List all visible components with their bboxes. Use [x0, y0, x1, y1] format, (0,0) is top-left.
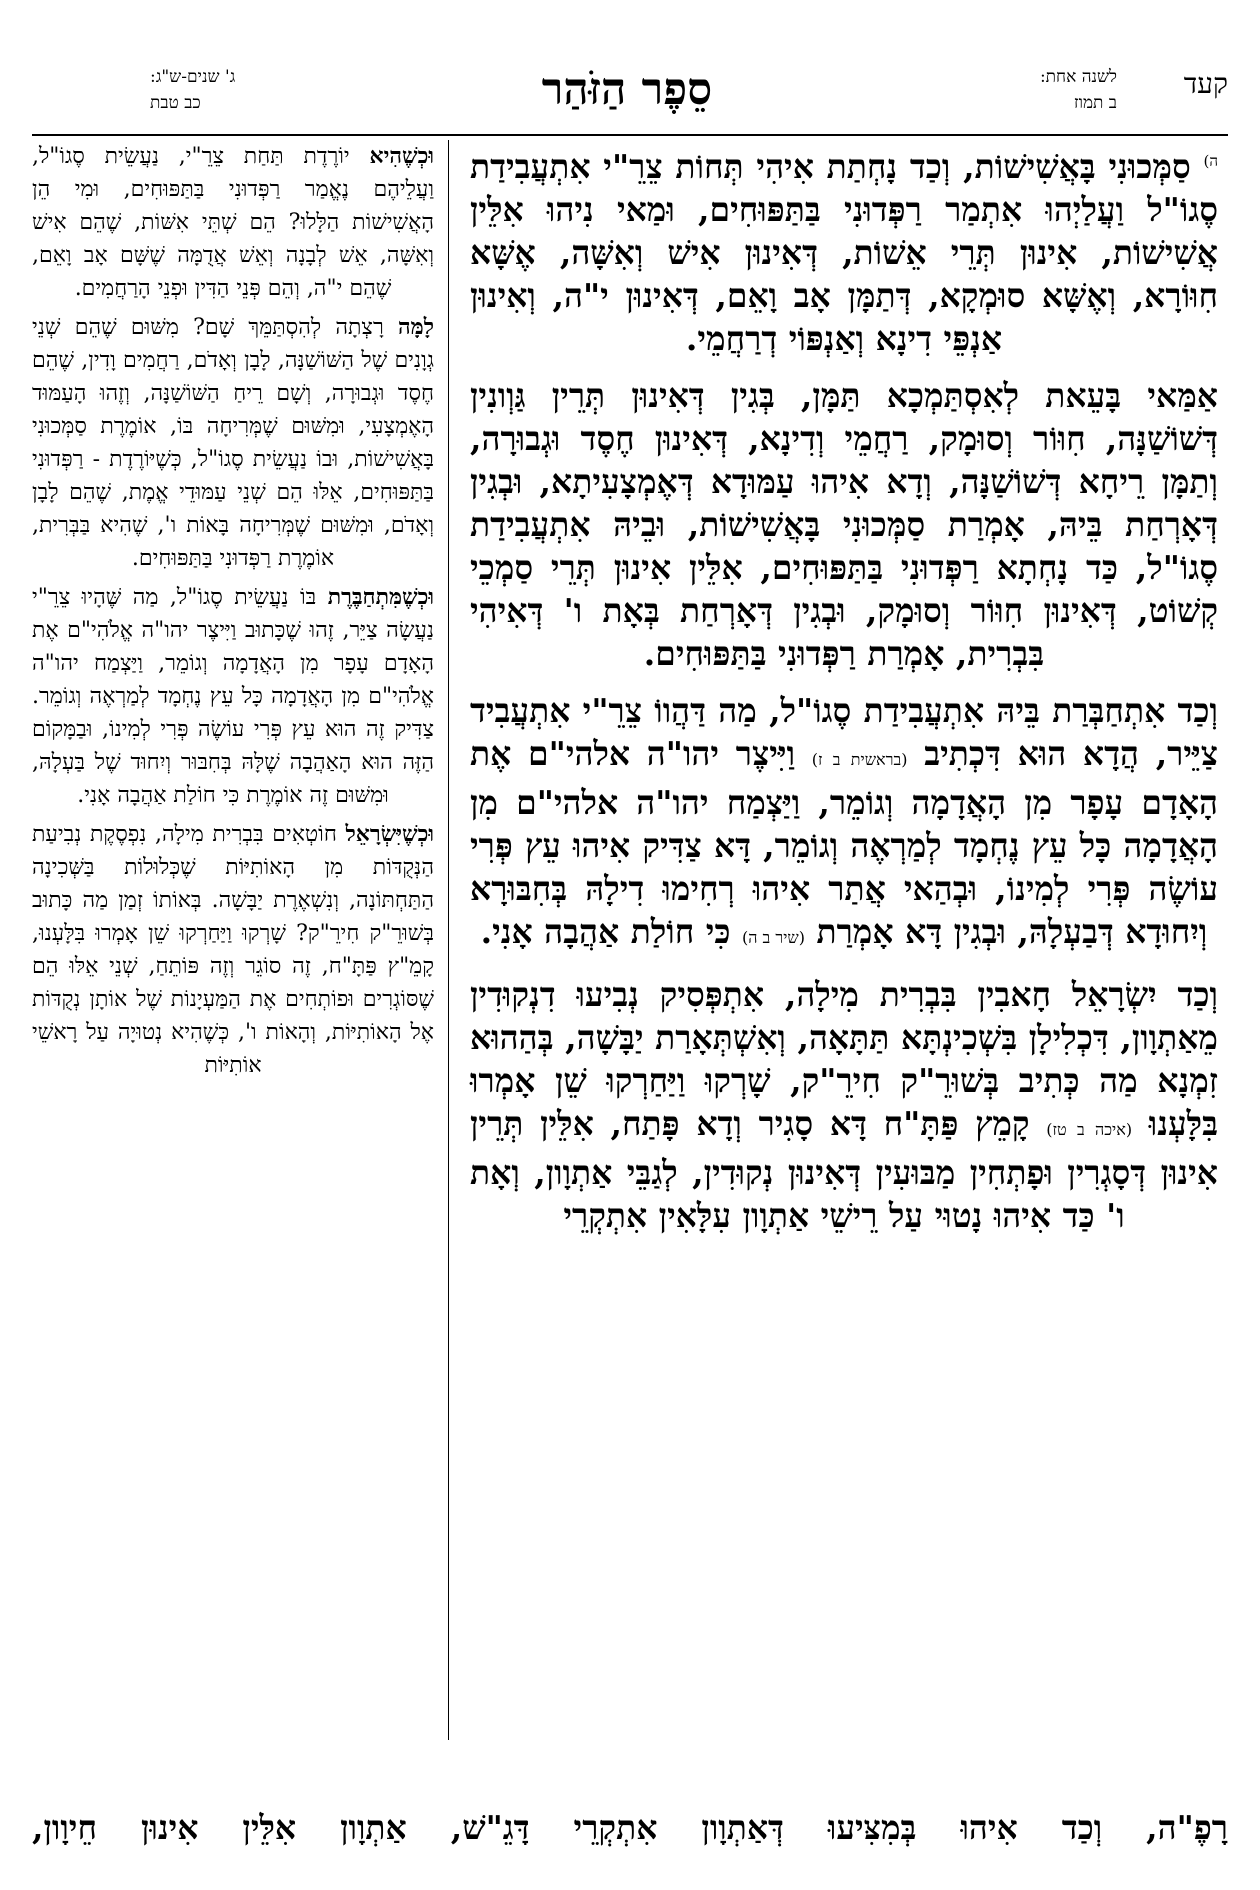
main-column — [470, 140, 1218, 1251]
side-paragraph-3 — [32, 581, 434, 812]
book-title: סֵפֶר הַזֹּהַר — [541, 64, 713, 115]
paragraph-text: בָּעֵאת לְאִסְתַּמְכָא תַּמָּן, בְּגִין דְּאִינוּן תְּרֵין גַּוְונִין דְּשׁוֹשַׁנָּה, חִוּוֹר וְסוּמָק, רַחֲמֵי וְדִינָא, דְּאִינוּן חֶסֶד וּגְבוּרָה, וְתַמָּן רֵיחָא דְּשׁוֹשַׁנָּה, וְדָא אִיהוּ עַמּוּדָא דְּאֶמְצָעִיתָא, וּבְגִין דְּאָרְחַת בֵּיהּ, אָמְרַת סַמְּכוּנִי בָּאֲשִׁישׁוֹת, וּבֵיהּ אִתְעֲבִידַת סֶגוֹ"ל, כַּד נָחְתָא רַפְּדוּנִי בַּתַּפּוּחִים, אִלֵּין אִינוּן תְּרֵי סַמְכֵי קְשׁוֹט, דְּאִינוּן חִוּוֹר וְסוּמָק, וּבְגִין דְּאָרְחַת בְּאָת ו' דְּאִיהִי בִּבְרִית, אָמְרַת רַפְּדוּנִי בַּתַּפּוּחִים. — [470, 376, 1218, 673]
translation-column — [32, 140, 434, 1088]
header-right-line1: לשנה אחת: — [1039, 67, 1117, 87]
side-paragraph-4 — [32, 818, 434, 1082]
main-paragraph-2 — [470, 374, 1218, 675]
paragraph-text: בּוֹ נַעֲשֵׂית סֶגוֹ"ל, מַה שֶּׁהָיוּ צֵרֵ"י נַעֲשָׂה צַיֵּר, זֶהוּ שֶׁכָּתוּב וַיִּיצֶר יהו"ה אֱלֹהִי"ם אֶת הָאָדָם עָפָר מִן הָאֲדָמָה וְגוֹמֵר, וַיַּצְמַח יהו"ה אֱלֹהִי"ם מִן הָאֲדָמָה כָּל עֵץ נֶחְמָד לְמַרְאֶה וְגוֹמֵר. צַדִּיק זֶה הוּא עֵץ פְּרִי עוֹשֶׂה פְּרִי לְמִינוֹ, וּבַמָּקוֹם הַזֶּה הוּא הָאַהֲבָה שֶׁלָּהּ בְּחִבּוּר וְיִחוּד שֶׁל בַּעְלָהּ, וּמִשּׁוּם זֶה אוֹמֶרֶת כִּי חוֹלַת אַהֲבָה אָנִי. — [32, 585, 434, 808]
scripture-reference: (שיר ב ה) — [742, 928, 805, 947]
header-rule — [32, 134, 1228, 136]
scripture-reference: (בראשית ב ז) — [811, 750, 908, 769]
header-left-line1: ג' שנים-ש"ג: — [150, 67, 236, 87]
paragraph-text: סַמְּכוּנִי בָּאֲשִׁישׁוֹת, וְכַד נָחְתַת אִיהִי תְּחוֹת צֵרֵ"י אִתְעֲבִידַת סֶגוֹ"ל וַעֲלַיְהוּ אִתְמַר רַפְּדוּנִי בַּתַּפּוּחִים, וּמַאי נִיהוּ אִלֵּין אֲשִׁישׁוֹת, אִינוּן תְּרֵי אֵשׁוֹת, דְּאִינוּן אִישׁ וְאִשָּׁה, אֶשָּׁא חִוּוֹרָא, וְאֶשָּׁא סוּמְקָא, דְּתַמָּן אָב וָאֵם, דְּאִינוּן י"ה, וְאִינוּן אַנְפֵּי דִינָא וְאַנְפּוֹי דְרַחֲמֵי. — [470, 147, 1218, 358]
paragraph-lead-word: וּכְשֶׁיִּשְׂרָאֵל — [345, 821, 434, 847]
paragraph-lead-word: וּכְשֶׁמִּתְחַבֶּרֶת — [327, 584, 434, 610]
main-bottom-line: רָפֶ"ה, וְכַד אִיהוּ בְּמִצִּיעוּ דְּאַתְוָון אִתְקְרֵי דָּגֵ"שׁ, אַתְוָון אִלֵּין אִינוּן חֵיוָון, — [32, 1808, 1228, 1847]
header-left-info — [150, 64, 320, 116]
paragraph-text: רָצְתָה לְהִסְתַּמֵּךְ שָׁם? מִשּׁוּם שֶׁהֵם שְׁנֵי גְוָנִים שֶׁל הַשּׁוֹשַׁנָּה, לָבָן וְאָדֹם, רַחֲמִים וָדִין, שֶׁהֵם חֶסֶד וּגְבוּרָה, וְשָׁם רֵיחַ הַשּׁוֹשַׁנָּה, וְזֶהוּ הָעַמּוּד הָאֶמְצָעִי, וּמִשּׁוּם שֶׁמְּרִיחָה בּוֹ, אוֹמֶרֶת סַמְּכוּנִי בָּאֲשִׁישׁוֹת, וּבוֹ נַעֲשֵׂית סֶגוֹ"ל, כְּשֶׁיּוֹרֶדֶת - רַפְּדוּנִי בַּתַּפּוּחִים, אֵלּוּ הֵם שְׁנֵי עַמּוּדֵי אֱמֶת, שֶׁהֵם לָבָן וְאָדֹם, וּמִשּׁוּם שֶׁמְּרִיחָה בָּאוֹת ו', שֶׁהִיא בַּבְּרִית, אוֹמֶרֶת רַפְּדוּנִי בַּתַּפּוּחִים. — [32, 315, 434, 571]
scripture-reference: (איכה ב טז) — [1046, 1120, 1133, 1139]
header-right-info — [987, 64, 1117, 116]
main-paragraph-1 — [470, 140, 1218, 360]
paragraph-text: יִשְׂרָאֵל חָאבִין בִּבְרִית מִילָה, אִתְפְּסִיק נְבִיעוּ דִנְקוּדִין מֵאַתְוָון, דִּכְלִילָן בִּשְׁכִינְתָּא תַּתָּאָה, וְאִשְׁתְּאָרַת יַבָּשָׁה, בְּהַהוּא זִמְנָא מַה כְּתִיב בְּשׁוּרֵ"ק חִירֵ"ק, שָׁרְקוּ וַיַּחַרְקוּ שֵׁן אָמְרוּ בִּלָּעְנוּ — [470, 975, 1218, 1143]
column-divider — [448, 140, 449, 1740]
section-marker: ה) — [1203, 152, 1218, 170]
paragraph-lead-word: אַמַּאי — [1147, 376, 1218, 415]
main-paragraph-4 — [470, 973, 1218, 1237]
main-paragraph-3 — [470, 689, 1218, 959]
paragraph-text-cont: וַיִּיצֶר יהו"ה אלהי"ם אֶת הָאָדָם עָפָר מִן הָאֲדָמָה וְגוֹמֵר, וַיַּצְמַח יהו"ה אלהי"ם מִן הָאֲדָמָה כָּל עֵץ נֶחְמָד לְמַרְאֶה וְגוֹמֵר, דָּא צַדִּיק אִיהוּ עֵץ פְּרִי עוֹשֶׂה פְּרִי לְמִינוֹ, וּבְהַאי אֲתַר אִיהוּ רְחִימוּ דִילָהּ בְּחִבּוּרָא וְיִחוּדָא דְּבַעְלָהּ, וּבְגִין דָּא אָמְרַת — [470, 734, 1218, 951]
paragraph-text-cont: קָמֵץ פַּתָּ"ח דָּא סָגִיר וְדָא פָּתַח, אִלֵּין תְּרֵין אִינוּן דְּסָגְרִין וּפָתְחִין מַבּוּעִין דְּאִינוּן נְקוּדִין, לְגַבֵּי אַתְוָון, וְאָת ו' כַּד אִיהוּ נָטוּי עַל רֵישֵׁי אַתְוָון עִלָּאִין אִתְקְרֵי — [470, 1104, 1218, 1235]
paragraph-text: חוֹטְאִים בִּבְרִית מִילָה, נִפְסֶקֶת נְבִיעַת הַנְּקֻדּוֹת מִן הָאוֹתִיּוֹת שֶׁכְּלוּלוֹת בַּשְּׁכִינָה הַתַּחְתּוֹנָה, וְנִשְׁאֶרֶת יַבָּשָׁה. בְּאוֹתוֹ זְמַן מַה כָּתוּב בְּשׁוּרֵ"ק חִירֵ"ק? שָׁרְקוּ וַיַּחַרְקוּ שֵׁן אָמְרוּ בִּלָּעְנוּ, קָמֵ"ץ פַּתָּ"ח, זֶה סוֹגֵר וְזֶה פּוֹתֵחַ, שְׁנֵי אֵלּוּ הֵם שֶׁסּוֹגְרִים וּפוֹתְחִים אֶת הַמַּעְיָנוֹת שֶׁל אוֹתָן נְקֻדּוֹת אֶל הָאוֹתִיּוֹת, וְהָאוֹת ו', כְּשֶׁהִיא נְטוּיָה עַל רָאשֵׁי אוֹתִיּוֹת — [32, 822, 434, 1078]
paragraph-lead-word: וּכְשֶׁהִיא — [369, 143, 434, 169]
paragraph-lead-word: וְכַד — [1177, 691, 1218, 730]
header-left-line2: כב טבת — [150, 93, 201, 113]
header-right-line2: ב תמוז — [1073, 93, 1117, 113]
paragraph-text-end: כִּי חוֹלַת אַהֲבָה אָנִי. — [480, 912, 731, 951]
paragraph-lead-word: לָמָּה — [398, 314, 434, 340]
paragraph-lead-word: וְכַד — [1177, 975, 1218, 1014]
side-paragraph-1 — [32, 140, 434, 305]
paragraph-text: אִתְחַבְּרַת בֵּיהּ אִתְעֲבִידַת סֶגוֹ"ל, מַה דַּהֲווֹ צֵרֵ"י אִתְעֲבִיד צַיֵּיר, הֲדָא הוּא דִּכְתִיב — [470, 691, 1218, 773]
page-header — [32, 62, 1228, 132]
page-number: קעד — [1183, 67, 1228, 100]
side-paragraph-2 — [32, 311, 434, 575]
paragraph-text: יוֹרֶדֶת תַּחַת צֵרֵ"י, נַעֲשֵׂית סֶגוֹ"ל, וַעֲלֵיהֶם נֶאֱמַר רַפְּדוּנִי בַּתַּפּוּחִים, וּמִי הֵן הָאֲשִׁישׁוֹת הַלָּלוּ? הֵם שְׁתֵּי אִשּׁוֹת, שֶׁהֵם אִישׁ וְאִשָּׁה, אֵשׁ לְבָנָה וְאֵשׁ אֲדֻמָּה שֶׁשָּׁם אָב וָאֵם, שֶׁהֵם י"ה, וְהֵם פְּנֵי הַדִּין וּפְנֵי הָרַחֲמִים. — [32, 144, 434, 301]
